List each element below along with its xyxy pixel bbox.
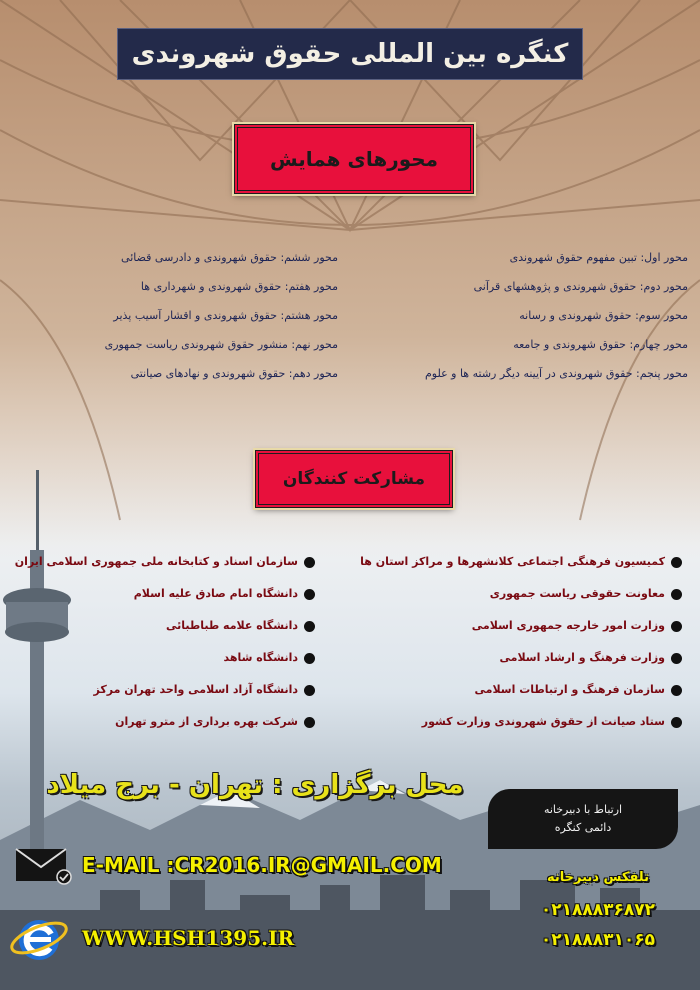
axis-item: محور ششم: حقوق شهروندی و دادرسی قضائی — [121, 251, 338, 264]
axis-item: محور اول: تبین مفهوم حقوق شهروندی — [509, 251, 688, 264]
envelope-icon — [14, 845, 72, 885]
org-item: سازمان فرهنگ و ارتباطات اسلامی — [362, 674, 682, 706]
axis-item: محور دهم: حقوق شهروندی و نهادهای صیانتی — [130, 367, 338, 380]
axis-item: محور هفتم: حقوق شهروندی و شهرداری ها — [140, 280, 338, 293]
browser-e-icon — [8, 908, 70, 968]
bullet-icon — [304, 653, 315, 664]
org-item: دانشگاه آزاد اسلامی واحد تهران مرکز — [15, 674, 315, 706]
bullet-icon — [304, 685, 315, 696]
website-row — [8, 908, 294, 968]
bullet-icon — [671, 589, 682, 600]
bullet-icon — [304, 589, 315, 600]
venue-text: محل برگزاری : تهران - برج میلاد — [46, 770, 464, 800]
axis-item: محور سوم: حقوق شهروندی و رسانه — [519, 309, 688, 322]
org-item: دانشگاه علامه طباطبائی — [15, 610, 315, 642]
bullet-icon — [304, 621, 315, 632]
participants-heading-badge — [255, 450, 453, 508]
axis-item: محور پنجم: حقوق شهروندی در آیینه دیگر رشته ها و علوم — [424, 367, 688, 380]
congress-title: کنگره بین المللی حقوق شهروندی — [131, 39, 569, 69]
email-link[interactable]: E-MAIL :CR2016.IR@GMAIL.COM — [82, 853, 442, 877]
org-item: وزارت امور خارجه جمهوری اسلامی — [362, 610, 682, 642]
fax-label: تلفکس دبیرخانه — [547, 870, 649, 885]
bullet-icon — [671, 717, 682, 728]
orgs-list-left — [15, 546, 315, 738]
org-item: وزارت فرهنگ و ارشاد اسلامی — [362, 642, 682, 674]
org-item: سازمان اسناد و کتابخانه ملی جمهوری اسلامی ایران — [15, 546, 315, 578]
axis-item: محور نهم: منشور حقوق شهروندی ریاست جمهوری — [104, 338, 338, 351]
org-item: ستاد صیانت از حقوق شهروندی وزارت کشور — [362, 706, 682, 738]
contact-line: ارتباط با دبیرخانه — [543, 803, 623, 816]
fax-number: ۰۲۱۸۸۸۳۶۸۷۲ — [540, 900, 656, 920]
themes-heading-badge — [234, 124, 474, 194]
participants-heading: مشارکت کنندگان — [282, 469, 426, 489]
org-item: کمیسیون فرهنگی اجتماعی کلانشهرها و مراکز استان ها — [362, 546, 682, 578]
secretariat-contact-box — [488, 789, 678, 849]
org-item: معاونت حقوقی ریاست جمهوری — [362, 578, 682, 610]
bullet-icon — [304, 557, 315, 568]
website-link[interactable]: WWW.HSH1395.IR — [82, 926, 295, 950]
axis-item: محور چهارم: حقوق شهروندی و جامعه — [513, 338, 688, 351]
orgs-list-right — [362, 546, 682, 738]
fax-block — [508, 870, 688, 955]
axis-item: محور دوم: حقوق شهروندی و پژوهشهای قرآنی — [473, 280, 688, 293]
fax-number: ۰۲۱۸۸۸۳۱۰۶۵ — [540, 930, 656, 950]
title-banner — [117, 28, 583, 80]
bullet-icon — [671, 621, 682, 632]
axes-list-right — [358, 250, 688, 395]
bullet-icon — [671, 653, 682, 664]
axis-item: محور هشتم: حقوق شهروندی و اقشار آسیب پذیر — [113, 309, 338, 322]
contact-line: دائمی کنگره — [554, 821, 612, 834]
org-item: شرکت بهره برداری از مترو تهران — [15, 706, 315, 738]
org-item: دانشگاه شاهد — [15, 642, 315, 674]
bullet-icon — [304, 717, 315, 728]
bullet-icon — [671, 685, 682, 696]
axes-list-left — [38, 250, 338, 395]
org-item: دانشگاه امام صادق علیه اسلام — [15, 578, 315, 610]
themes-heading: محورهای همایش — [269, 147, 439, 171]
email-row — [14, 845, 442, 885]
bullet-icon — [671, 557, 682, 568]
